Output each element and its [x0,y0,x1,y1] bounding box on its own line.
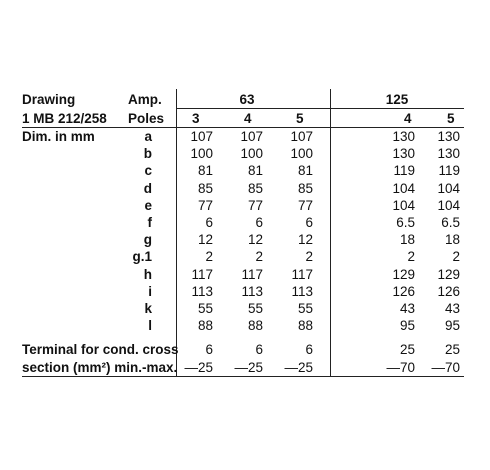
amp-125-header: 125 [385,92,409,107]
row-value: 130 [392,146,415,162]
amp-63-header: 63 [239,92,255,107]
row-value: 2 [407,249,415,265]
row-value: 12 [197,232,213,248]
bottom-rule [22,376,464,377]
row-value: 104 [392,180,415,196]
row-value: 2 [205,249,213,265]
terminal-max-value: —70 [386,360,415,375]
row-key: d [143,180,152,196]
pole-125-5: 5 [447,111,455,126]
column-divider-middle [330,89,331,377]
row-key: b [143,146,152,162]
pole-63-5: 5 [296,111,304,126]
row-value: 2 [452,249,460,265]
drawing-label: Drawing [22,92,76,107]
row-value: 55 [297,301,313,316]
row-value: 107 [240,129,263,144]
terminal-label-line1: Terminal for cond. cross [22,342,179,357]
terminal-max-value: —25 [184,360,213,375]
row-value: 77 [297,197,313,213]
terminal-max-value: —25 [234,360,263,375]
row-key: c [144,163,152,179]
row-value: 6 [205,215,213,230]
row-value: 104 [392,197,415,213]
row-value: 130 [437,129,460,144]
row-key: g [143,232,152,248]
terminal-min-value: 6 [305,342,313,357]
row-value: 113 [291,283,313,299]
row-key: g.1 [132,249,152,265]
row-value: 126 [392,283,415,299]
row-key: i [148,283,152,299]
row-value: 95 [444,318,460,334]
terminal-max-value: —25 [284,360,313,375]
row-key: l [148,318,152,334]
row-value: 85 [197,180,213,196]
row-value: 100 [240,146,263,162]
row-value: 43 [444,301,460,316]
row-value: 18 [444,232,460,248]
row-value: 77 [247,197,263,213]
row-value: 88 [197,318,213,334]
row-value: 81 [247,163,263,179]
row-value: 55 [247,301,263,316]
row-key: e [144,197,152,213]
terminal-min-value: 6 [255,342,263,357]
poles-label: Poles [128,111,165,126]
row-value: 117 [291,266,313,282]
row-key: a [144,129,152,144]
amp-label: Amp. [128,92,162,107]
row-value: 100 [290,146,313,162]
row-value: 113 [241,283,263,299]
row-value: 130 [392,129,415,144]
row-value: 85 [247,180,263,196]
row-value: 81 [197,163,213,179]
row-key: f [147,215,152,230]
dim-label: Dim. in mm [22,129,95,144]
row-value: 6.5 [441,215,460,230]
row-value: 88 [247,318,263,334]
row-value: 107 [290,129,313,144]
row-value: 104 [437,180,460,196]
row-value: 43 [399,301,415,316]
row-value: 129 [437,266,460,282]
row-value: 2 [305,249,313,265]
row-value: 100 [190,146,213,162]
row-value: 126 [437,283,460,299]
row-value: 119 [393,163,415,179]
row-value: 113 [191,283,213,299]
row-value: 95 [399,318,415,334]
row-value: 88 [297,318,313,334]
terminal-max-value: —70 [431,360,460,375]
pole-63-3: 3 [192,111,200,126]
row-value: 2 [255,249,263,265]
drawing-number: 1 MB 212/258 [22,111,107,126]
terminal-min-value: 25 [399,342,415,357]
header-subrule [176,108,464,109]
terminal-label-line2: section (mm²) min.-max. [22,360,178,375]
row-value: 85 [297,180,313,196]
pole-63-4: 4 [244,111,252,126]
row-value: 6 [305,215,313,230]
row-value: 117 [241,266,263,282]
row-key: h [143,266,152,282]
row-key: k [144,301,152,316]
row-value: 6 [255,215,263,230]
terminal-min-value: 6 [205,342,213,357]
row-value: 55 [197,301,213,316]
row-value: 119 [438,163,460,179]
row-value: 130 [437,146,460,162]
terminal-min-value: 25 [444,342,460,357]
row-value: 117 [191,266,213,282]
row-value: 6.5 [396,215,415,230]
row-value: 18 [399,232,415,248]
pole-125-4: 4 [404,111,412,126]
row-value: 12 [247,232,263,248]
row-value: 107 [190,129,213,144]
row-value: 81 [297,163,313,179]
row-value: 129 [392,266,415,282]
row-value: 77 [197,197,213,213]
row-value: 12 [297,232,313,248]
row-value: 104 [437,197,460,213]
